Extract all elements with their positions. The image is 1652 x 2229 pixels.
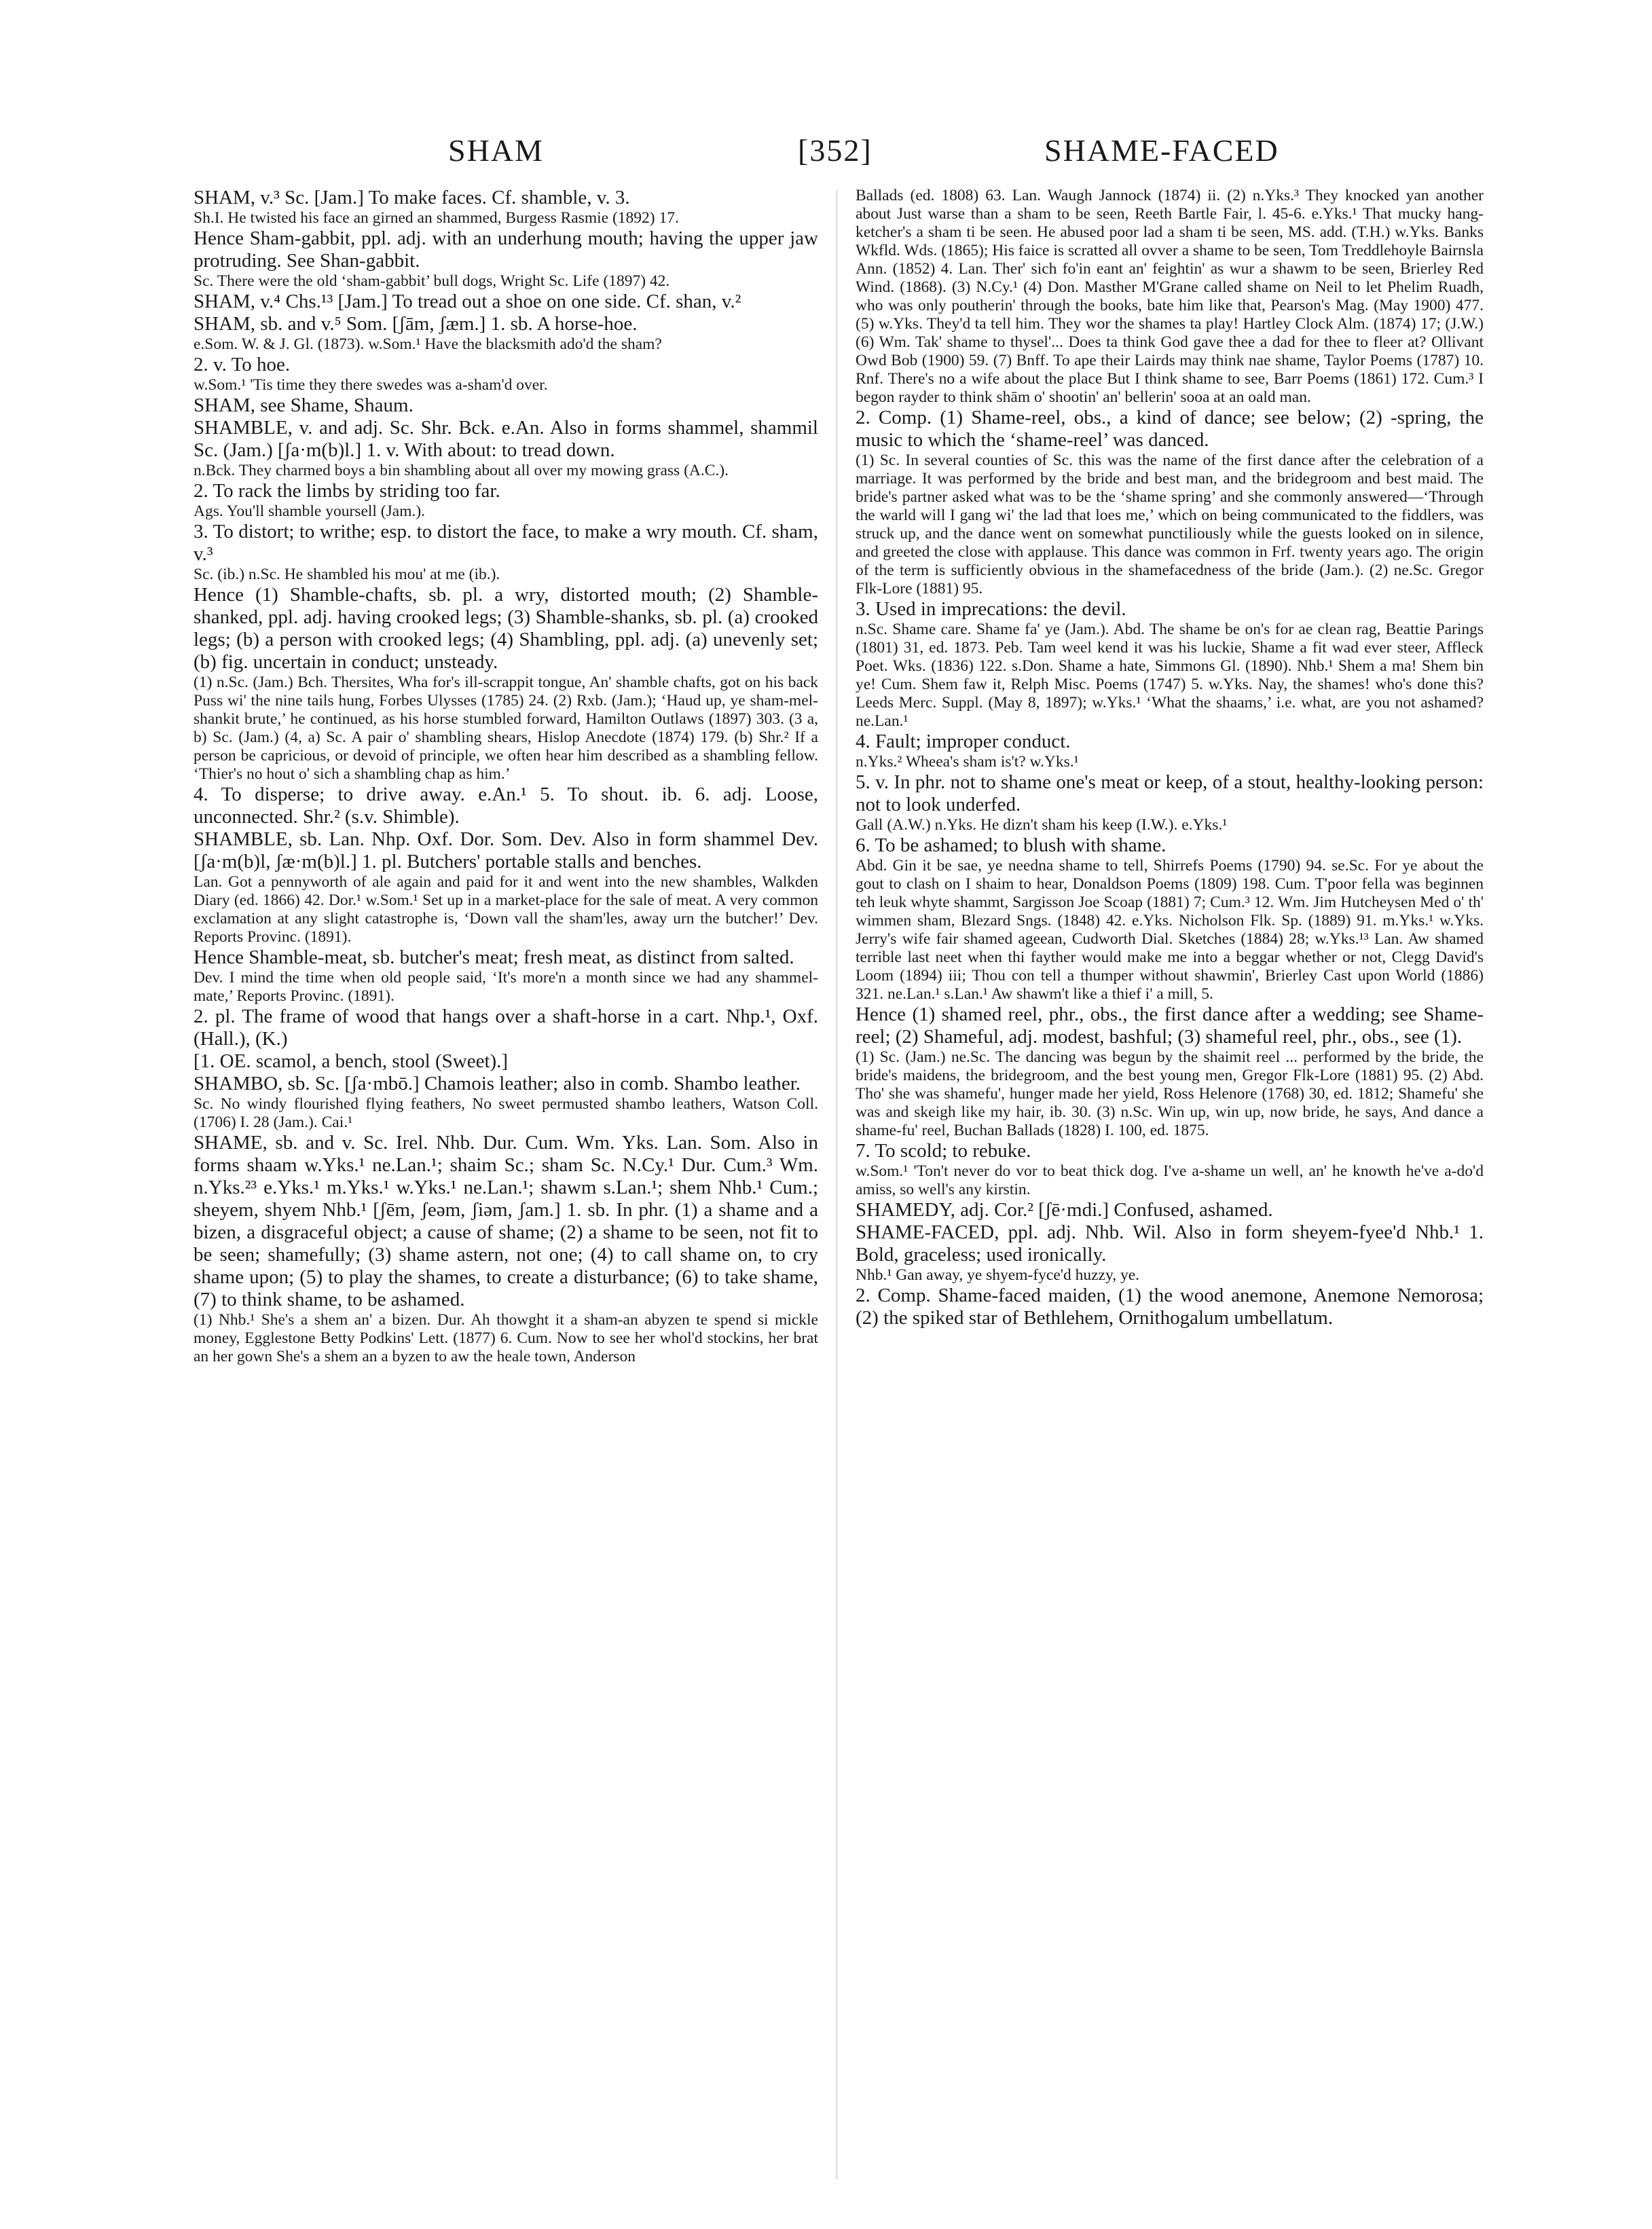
- entry-paragraph: SHAME-FACED, ppl. adj. Nhb. Wil. Also in form sheyem-fyee'd Nhb.¹ 1. Bold, graceless; used ironically.: [856, 1221, 1484, 1266]
- citation-paragraph: Sh.I. He twisted his face an girned an shammed, Burgess Rasmie (1892) 17.: [194, 209, 679, 227]
- citation-paragraph: n.Sc. Shame care. Shame fa' ye (Jam.). Abd. The shame be on's for ae clean rag, Beattie Parings (1801) 31, ed. 1873. Peb. Tam weel kend it was his luckie, Shame a fit wad ever steer, Affleck Poet. Wks. (1836) 122. s.Don. Shame a hate, Simmons Gl. (1890). Nhb.¹ Shem a ma! Shem bin ye! Cum. Shem faw it, Relph Misc. Poems (1747) 5. w.Yks. Nay, the shames! who's done this? Leeds Merc. Suppl. (May 8, 1897); w.Yks.¹ ‘What the shaams,’ i.e. what, are you not ashamed? ne.Lan.¹: [856, 621, 1484, 730]
- entry-paragraph: 3. Used in imprecations: the devil.: [856, 598, 1126, 620]
- citation-paragraph: Ballads (ed. 1808) 63. Lan. Waugh Jannock (1874) ii. (2) n.Yks.³ They knocked yan another about Just warse than a sham to be seen, Reeth Bartle Fair, l. 45-6. e.Yks.¹ That mucky hang-ketcher's a sham ti be seen. He abused poor lad a sham ti be seen, MS. add. (T.H.) w.Yks. Banks Wkfld. Wds. (1865); His faice is scratted all ovver a shame to be seen, Tom Treddlehoyle Bairnsla Ann. (1852) 4. Lan. Ther' sich fo'in eant an' feightin' as wur a shawm to be seen, Brierley Red Wind. (1868). (3) N.Cy.¹ (4) Don. Masther M'Grane called shame on Neil to let Phelim Ruadh, who was only poutherin' through the books, bate him like that, Pearson's Mag. (May 1900) 477. (5) w.Yks. They'd ta tell him. They wor the shames ta play! Hartley Clock Alm. (1874) 17; (J.W.) (6) Wm. Tak' shame to thysel'... Does ta think God gave thee a dad for thee to fleer at? Ollivant Owd Bob (1900) 59. (7) Bnff. To ape their Lairds may think nae shame, Taylor Poems (1787) 10. Rnf. There's no a wife about the place But I think shame to see, Barr Poems (1861) 172. Cum.³ I begon rayder to think shām o' shootin' an' bellerin' sooa at an oald man.: [856, 187, 1484, 406]
- entry-paragraph: SHAM, sb. and v.⁵ Som. [ʃām, ʃæm.] 1. sb. A horse-hoe.: [194, 313, 638, 335]
- page-number: [352]: [798, 133, 873, 168]
- left-column: [194, 187, 818, 2196]
- entry-paragraph: 4. To disperse; to drive away. e.An.¹ 5. To shout. ib. 6. adj. Loose, unconnected. Shr.² (s.v. Shimble).: [194, 784, 818, 828]
- citation-paragraph: Lan. Got a pennyworth of ale again and paid for it and went into the new shambles, Walkden Diary (ed. 1866) 42. Dor.¹ w.Som.¹ Set up in a market-place for the sale of meat. A very common exclamation at any slight catastrophe is, ‘Down vall the sham'les, away urn the butcher!’ Dev. Reports Provinc. (1891).: [194, 873, 818, 946]
- entry-paragraph: SHAM, v.⁴ Chs.¹³ [Jam.] To tread out a shoe on one side. Cf. shan, v.²: [194, 291, 741, 312]
- entry-paragraph: 2. pl. The frame of wood that hangs over a shaft-horse in a cart. Nhp.¹, Oxf. (Hall.), (K.): [194, 1006, 818, 1050]
- entry-paragraph: SHAMEDY, adj. Cor.² [ʃē·mdi.] Confused, ashamed.: [856, 1199, 1273, 1221]
- header-right-guideword: SHAME-FACED: [1044, 133, 1279, 168]
- citation-paragraph: Nhb.¹ Gan away, ye shyem-fyce'd huzzy, ye.: [856, 1266, 1140, 1284]
- citation-paragraph: w.Som.¹ 'Tis time they there swedes was a-sham'd over.: [194, 376, 548, 394]
- citation-paragraph: n.Bck. They charmed boys a bin shambling about all over my mowing grass (A.C.).: [194, 462, 729, 479]
- entry-paragraph: Hence Sham-gabbit, ppl. adj. with an underhung mouth; having the upper jaw protruding. See Shan-gabbit.: [194, 227, 818, 272]
- running-header: [0, 126, 1652, 180]
- citation-paragraph: (1) Sc. (Jam.) ne.Sc. The dancing was begun by the shaimit reel ... performed by the bride, the bride's maidens, the bridegroom, and the best young men, Gregor Flk-Lore (1881) 95. (2) Abd. Tho' she was shamefu', hunger made her yield, Ross Helenore (1768) 30, ed. 1812; Shamefu' she was and skeigh like my hair, ib. 30. (3) n.Sc. Win up, win up, now bride, he says, And dance a shame-fu' reel, Buchan Ballads (1828) I. 100, ed. 1875.: [856, 1048, 1484, 1139]
- entry-paragraph: Hence (1) shamed reel, phr., obs., the first dance after a wedding; see Shame-reel; (2) Shameful, adj. modest, bashful; (3) shameful reel, phr., obs., see (1).: [856, 1003, 1484, 1048]
- right-column: [856, 187, 1484, 2196]
- citation-paragraph: w.Som.¹ 'Ton't never do vor to beat thick dog. I've a-shame un well, an' he knowth he've a-do'd amiss, so well's any kirstin.: [856, 1162, 1484, 1198]
- entry-paragraph: SHAME, sb. and v. Sc. Irel. Nhb. Dur. Cum. Wm. Yks. Lan. Som. Also in forms shaam w.Yks.¹ ne.Lan.¹; shaim Sc.; sham Sc. N.Cy.¹ Dur. Cum.³ Wm. n.Yks.²³ e.Yks.¹ m.Yks.¹ w.Yks.¹ ne.Lan.¹; shawm s.Lan.¹; shem Nhb.¹ Cum.; sheyem, shyem Nhb.¹ [ʃēm, ʃeəm, ʃiəm, ʃam.] 1. sb. In phr. (1) a shame and a bizen, a disgraceful object; a cause of shame; (2) a shame to be seen, not fit to be seen; shamefully; (3) shame astern, not one; (4) to call shame on, to cry shame upon; (5) to play the shames, to create a disturbance; (6) to take shame, (7) to think shame, to be ashamed.: [194, 1132, 818, 1310]
- entry-paragraph: 7. To scold; to rebuke.: [856, 1140, 1031, 1162]
- entry-paragraph: [1. OE. scamol, a bench, stool (Sweet).]: [194, 1050, 509, 1072]
- entry-paragraph: SHAMBLE, sb. Lan. Nhp. Oxf. Dor. Som. Dev. Also in form shammel Dev. [ʃa·m(b)l, ʃæ·m(b)l.] 1. pl. Butchers' portable stalls and benches.: [194, 828, 818, 872]
- entry-paragraph: 6. To be ashamed; to blush with shame.: [856, 834, 1167, 856]
- entry-paragraph: 5. v. In phr. not to shame one's meat or keep, of a stout, healthy-looking person: not to look underfed.: [856, 771, 1484, 815]
- entry-paragraph: 2. Comp. (1) Shame-reel, obs., a kind of dance; see below; (2) -spring, the music to which the ‘shame-reel’ was danced.: [856, 407, 1484, 451]
- entry-paragraph: Hence (1) Shamble-chafts, sb. pl. a wry, distorted mouth; (2) Shamble-shanked, ppl. adj. having crooked legs; (3) Shamble-shanks, sb. pl. (a) crooked legs; (b) a person with crooked legs; (4) Shambling, ppl. adj. (a) unevenly set; (b) fig. uncertain in conduct; unsteady.: [194, 584, 818, 673]
- citation-paragraph: e.Som. W. & J. Gl. (1873). w.Som.¹ Have the blacksmith ado'd the sham?: [194, 335, 662, 353]
- entry-paragraph: SHAMBLE, v. and adj. Sc. Shr. Bck. e.An. Also in forms shammel, shammil Sc. (Jam.) [ʃa·m(b)l.] 1. v. With about: to tread down.: [194, 417, 818, 461]
- citation-paragraph: Ags. You'll shamble yoursell (Jam.).: [194, 502, 426, 520]
- citation-paragraph: Dev. I mind the time when old people said, ‘It's more'n a month since we had any shammel-mate,’ Reports Provinc. (1891).: [194, 969, 818, 1005]
- entry-paragraph: 4. Fault; improper conduct.: [856, 731, 1071, 752]
- entry-paragraph: SHAM, see Shame, Shaum.: [194, 394, 414, 416]
- citation-paragraph: (1) n.Sc. (Jam.) Bch. Thersites, Wha for's ill-scrappit tongue, An' shamble chafts, got on his back Puss wi' the nine tails hung, Forbes Ulysses (1785) 24. (2) Rxb. (Jam.); ‘Haud up, ye sham-mel-shankit brute,’ he continued, as his horse stumbled forward, Hamilton Outlaws (1897) 303. (3 a, b) Sc. (Jam.) (4, a) Sc. A pair o' shambling shears, Hislop Anecdote (1874) 179. (b) Shr.² If a person be capricious, or devoid of principle, we often hear him described as a shambling fellow. ‘Thier's no hout o' sich a shambling chap as him.’: [194, 674, 818, 783]
- citation-paragraph: Sc. There were the old ‘sham-gabbit’ bull dogs, Wright Sc. Life (1897) 42.: [194, 272, 670, 290]
- entry-paragraph: SHAM, v.³ Sc. [Jam.] To make faces. Cf. shamble, v. 3.: [194, 187, 630, 208]
- entry-paragraph: Hence Shamble-meat, sb. butcher's meat; fresh meat, as distinct from salted.: [194, 946, 794, 968]
- header-left-guideword: SHAM: [448, 133, 544, 168]
- citation-paragraph: (1) Nhb.¹ She's a shem an' a bizen. Dur. Ah thowght it a sham-an abyzen te spend si mickle money, Egglestone Betty Podkins' Lett. (1877) 6. Cum. Now to see her whol'd stockins, her brat an her gown She's a shem an a byzen to aw the heale town, Anderson: [194, 1311, 818, 1365]
- citation-paragraph: Gall (A.W.) n.Yks. He dizn't sham his keep (I.W.). e.Yks.¹: [856, 816, 1228, 834]
- citation-paragraph: Abd. Gin it be sae, ye needna shame to tell, Shirrefs Poems (1790) 94. se.Sc. For ye about the gout to clash on I shaim to hear, Donaldson Poems (1809) 198. Cum. T'poor fella was beginnen teh leuk whyte shammt, Sargisson Joe Scoap (1881) 7; Cum.³ 12. Wm. Jim Hutcheysen Med o' th' wimmen sham, Blezard Sngs. (1848) 42. e.Yks. Nicholson Flk. Sp. (1889) 91. m.Yks.¹ w.Yks. Jerry's wife fair shamed ageean, Cudworth Dial. Sketches (1884) 28; w.Yks.¹³ Lan. Aw shamed terrible last neet when thi fayther would make me into a beggar whether or not, Clegg David's Loom (1894) iii; Thou con tell a thumper without shawmin', Brierley Cast upon World (1886) 321. ne.Lan.¹ s.Lan.¹ Aw shawm't like a thief i' a mill, 5.: [856, 857, 1484, 1003]
- entry-paragraph: 2. v. To hoe.: [194, 354, 291, 375]
- citation-paragraph: n.Yks.² Wheea's sham is't? w.Yks.¹: [856, 753, 1079, 771]
- entry-paragraph: 3. To distort; to writhe; esp. to distort the face, to make a wry mouth. Cf. sham, v.³: [194, 521, 818, 565]
- entry-paragraph: 2. To rack the limbs by striding too far.: [194, 480, 500, 502]
- citation-paragraph: Sc. (ib.) n.Sc. He shambled his mou' at me (ib.).: [194, 566, 500, 583]
- entry-paragraph: SHAMBO, sb. Sc. [ʃa·mbō.] Chamois leather; also in comb. Shambo leather.: [194, 1073, 801, 1094]
- citation-paragraph: Sc. No windy flourished flying feathers, No sweet permusted shambo leathers, Watson Coll. (1706) I. 28 (Jam.). Cai.¹: [194, 1095, 818, 1131]
- entry-paragraph: 2. Comp. Shame-faced maiden, (1) the wood anemone, Anemone Nemorosa; (2) the spiked star of Bethlehem, Ornithogalum umbellatum.: [856, 1285, 1484, 1329]
- citation-paragraph: (1) Sc. In several counties of Sc. this was the name of the first dance after the celebration of a marriage. It was performed by the bride and best man, and the bridegroom and best maid. The bride's partner asked what was to be the ‘shame spring’ and she commonly answered—‘Through the warld will I gang wi' the lad that loes me,’ which on being communicated to the fiddlers, was struck up, and the dance went on somewhat punctiliously while the guests looked on in silence, and greeted the close with applause. This dance was common in Frf. twenty years ago. The origin of the term is sufficiently obvious in the shamefacedness of the bride (Jam.). (2) ne.Sc. Gregor Flk-Lore (1881) 95.: [856, 452, 1484, 597]
